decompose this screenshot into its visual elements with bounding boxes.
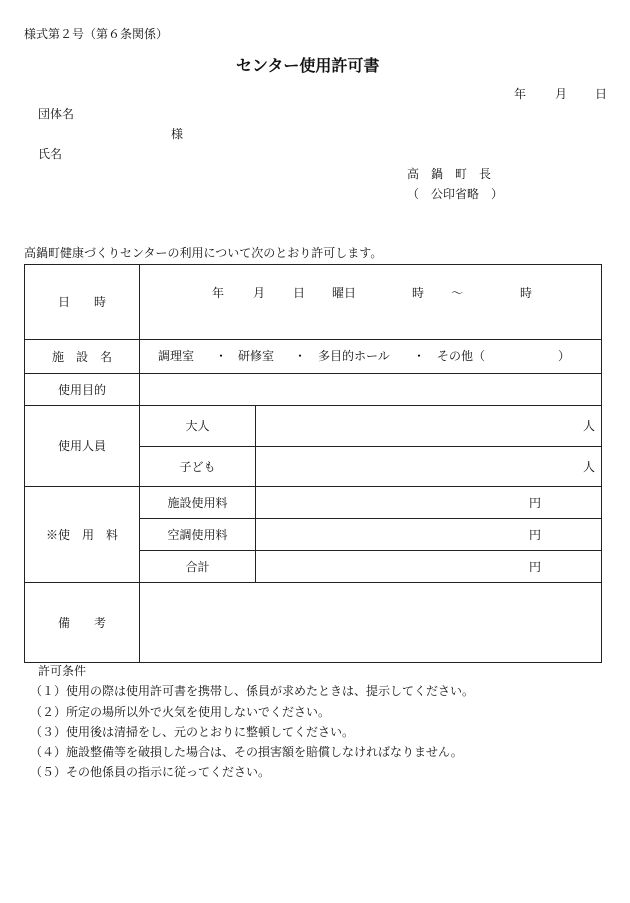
facility-option-other[interactable]: その他（ — [437, 349, 486, 363]
condition-item: （３）使用後は清掃をし、元のとおりに整頓してください。 — [30, 725, 355, 739]
children-label: 子ども — [140, 447, 256, 487]
datetime-weekday: 曜日 — [332, 286, 357, 300]
applicant-name-label: 氏名 — [38, 147, 63, 161]
ac-fee-field[interactable] — [256, 519, 602, 551]
facility-label: 施 設 名 — [25, 340, 140, 374]
ac-fee-unit: 円 — [528, 527, 541, 542]
remarks-row — [25, 583, 602, 663]
purpose-label: 使用目的 — [25, 374, 140, 406]
adults-unit: 人 — [582, 419, 595, 433]
fees-label: ※使 用 料 — [25, 487, 140, 583]
children-unit: 人 — [582, 459, 595, 474]
form-number: 様式第２号（第６条関係） — [24, 27, 169, 41]
issuer-title: 高 鍋 町 長 — [407, 167, 492, 181]
datetime-day: 日 — [293, 286, 306, 300]
datetime-row — [25, 265, 602, 340]
condition-item: （１）使用の際は使用許可書を携帯し、係員が求めたときは、提示してください。 — [30, 684, 475, 698]
ac-fee-label: 空調使用料 — [140, 519, 256, 551]
facility-option-multipurpose-hall[interactable]: 多目的ホール — [318, 349, 390, 363]
total-fee-label: 合計 — [140, 551, 256, 583]
datetime-month: 月 — [253, 286, 266, 300]
facility-fee-unit: 円 — [528, 495, 541, 510]
remarks-label: 備 考 — [25, 583, 140, 663]
adults-label: 大人 — [140, 406, 256, 447]
datetime-year: 年 — [212, 286, 225, 300]
intro-text: 高鍋町健康づくりセンターの利用について次のとおり許可します。 — [24, 246, 383, 260]
total-fee-unit: 円 — [528, 559, 541, 574]
purpose-field[interactable] — [140, 374, 602, 406]
facility-option-cooking-room[interactable]: 調理室 — [158, 349, 195, 363]
condition-item: （４）施設整備等を破損した場合は、その損害額を賠償しなければなりません。 — [30, 745, 463, 759]
remarks-field[interactable] — [140, 583, 602, 663]
users-label: 使用人員 — [25, 406, 140, 487]
facility-other-close-paren: ） — [558, 349, 571, 363]
fee-facility-row — [25, 487, 602, 519]
datetime-tilde: 〜 — [451, 286, 464, 300]
facility-fee-label: 施設使用料 — [140, 487, 256, 519]
total-fee-field[interactable] — [256, 551, 602, 583]
permit-form-table — [24, 264, 602, 663]
date-day-label: 日 — [595, 87, 608, 101]
datetime-start-hour: 時 — [412, 286, 425, 300]
datetime-label: 日 時 — [25, 265, 140, 340]
purpose-row — [25, 374, 602, 406]
users-adults-row — [25, 406, 602, 447]
group-name-label: 団体名 — [38, 107, 75, 121]
facility-row — [25, 340, 602, 374]
condition-item: （５）その他係員の指示に従ってください。 — [30, 765, 271, 779]
datetime-field[interactable] — [140, 265, 602, 340]
page-title: センター使用許可書 — [236, 56, 380, 75]
facility-separator: ・ — [215, 349, 228, 363]
seal-omitted-note: （ 公印省略 ） — [407, 187, 504, 201]
facility-separator: ・ — [413, 349, 426, 363]
facility-option-training-room[interactable]: 研修室 — [238, 349, 275, 363]
children-count-field[interactable] — [256, 447, 602, 487]
condition-item: （２）所定の場所以外で火気を使用しないでください。 — [30, 705, 331, 719]
honorific-label: 様 — [171, 127, 184, 141]
facility-field[interactable] — [140, 340, 602, 374]
adults-count-field[interactable] — [256, 406, 602, 447]
datetime-end-hour: 時 — [520, 286, 533, 300]
date-month-label: 月 — [555, 87, 568, 101]
conditions-heading: 許可条件 — [38, 664, 87, 678]
facility-fee-field[interactable] — [256, 487, 602, 519]
facility-separator: ・ — [294, 349, 307, 363]
date-year-label: 年 — [514, 87, 527, 101]
